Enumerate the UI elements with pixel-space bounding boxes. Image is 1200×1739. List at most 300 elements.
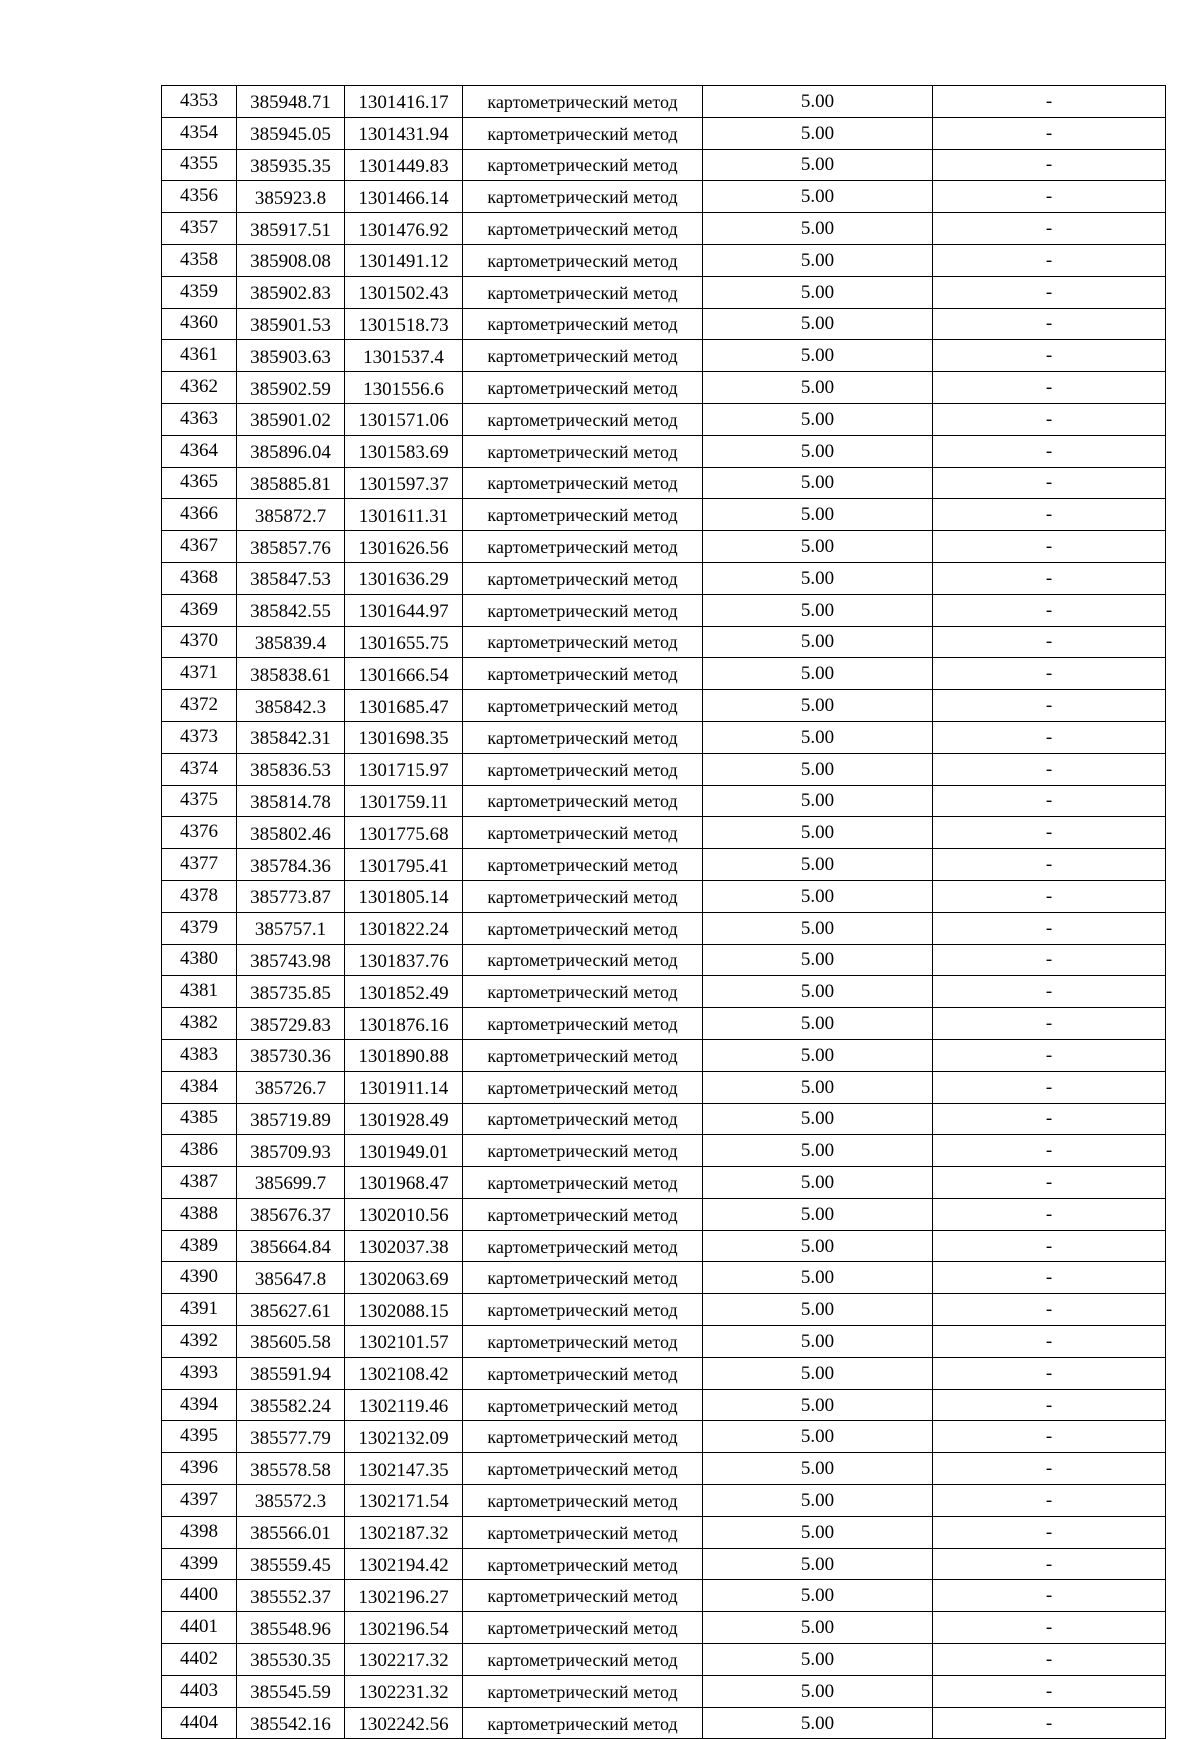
table-row [162,1707,1166,1739]
table-row [162,1071,1166,1103]
point-number-cell: 4400 [162,1580,237,1612]
method-cell: картометрический метод [463,1230,703,1262]
x-coordinate-cell: 385726.7 [237,1071,345,1103]
table-row [162,149,1166,181]
y-coordinate-cell: 1301644.97 [345,594,463,626]
point-number-cell: 4357 [162,213,237,245]
x-coordinate-cell: 385530.35 [237,1644,345,1676]
table-row [162,467,1166,499]
method-cell: картометрический метод [463,435,703,467]
method-cell: картометрический метод [463,658,703,690]
y-coordinate-cell: 1301698.35 [345,721,463,753]
x-coordinate-cell: 385729.83 [237,1008,345,1040]
point-number-cell: 4376 [162,817,237,849]
point-number-cell: 4390 [162,1262,237,1294]
accuracy-cell: 5.00 [703,340,933,372]
table-row [162,1294,1166,1326]
description-cell: - [933,1453,1166,1485]
x-coordinate-cell: 385577.79 [237,1421,345,1453]
x-coordinate-cell: 385548.96 [237,1612,345,1644]
accuracy-cell: 5.00 [703,1294,933,1326]
description-cell: - [933,1071,1166,1103]
description-cell: - [933,1262,1166,1294]
method-cell: картометрический метод [463,1612,703,1644]
x-coordinate-cell: 385676.37 [237,1198,345,1230]
table-row [162,117,1166,149]
accuracy-cell: 5.00 [703,403,933,435]
y-coordinate-cell: 1301466.14 [345,181,463,213]
description-cell: - [933,499,1166,531]
point-number-cell: 4377 [162,849,237,881]
description-cell: - [933,435,1166,467]
y-coordinate-cell: 1301715.97 [345,753,463,785]
point-number-cell: 4398 [162,1516,237,1548]
point-number-cell: 4399 [162,1548,237,1580]
x-coordinate-cell: 385566.01 [237,1516,345,1548]
accuracy-cell: 5.00 [703,1675,933,1707]
method-cell: картометрический метод [463,181,703,213]
table-row [162,626,1166,658]
point-number-cell: 4391 [162,1294,237,1326]
method-cell: картометрический метод [463,1326,703,1358]
point-number-cell: 4373 [162,721,237,753]
accuracy-cell: 5.00 [703,976,933,1008]
y-coordinate-cell: 1302196.54 [345,1612,463,1644]
accuracy-cell: 5.00 [703,1262,933,1294]
accuracy-cell: 5.00 [703,1389,933,1421]
x-coordinate-cell: 385842.55 [237,594,345,626]
point-number-cell: 4397 [162,1485,237,1517]
x-coordinate-cell: 385545.59 [237,1675,345,1707]
accuracy-cell: 5.00 [703,117,933,149]
accuracy-cell: 5.00 [703,1357,933,1389]
description-cell: - [933,658,1166,690]
table-row [162,1644,1166,1676]
accuracy-cell: 5.00 [703,658,933,690]
x-coordinate-cell: 385814.78 [237,785,345,817]
y-coordinate-cell: 1301928.49 [345,1103,463,1135]
y-coordinate-cell: 1301852.49 [345,976,463,1008]
x-coordinate-cell: 385572.3 [237,1485,345,1517]
accuracy-cell: 5.00 [703,149,933,181]
method-cell: картометрический метод [463,1485,703,1517]
description-cell: - [933,1103,1166,1135]
point-number-cell: 4354 [162,117,237,149]
coordinates-table-body [162,86,1166,1739]
y-coordinate-cell: 1301636.29 [345,562,463,594]
point-number-cell: 4396 [162,1453,237,1485]
accuracy-cell: 5.00 [703,1071,933,1103]
y-coordinate-cell: 1302187.32 [345,1516,463,1548]
accuracy-cell: 5.00 [703,1516,933,1548]
point-number-cell: 4380 [162,944,237,976]
table-row [162,658,1166,690]
description-cell: - [933,1644,1166,1676]
accuracy-cell: 5.00 [703,1039,933,1071]
table-row [162,86,1166,118]
description-cell: - [933,1389,1166,1421]
method-cell: картометрический метод [463,1675,703,1707]
x-coordinate-cell: 385730.36 [237,1039,345,1071]
description-cell: - [933,594,1166,626]
point-number-cell: 4374 [162,753,237,785]
point-number-cell: 4367 [162,531,237,563]
method-cell: картометрический метод [463,86,703,118]
point-number-cell: 4360 [162,308,237,340]
method-cell: картометрический метод [463,149,703,181]
description-cell: - [933,1357,1166,1389]
method-cell: картометрический метод [463,944,703,976]
y-coordinate-cell: 1302119.46 [345,1389,463,1421]
table-row [162,499,1166,531]
method-cell: картометрический метод [463,1580,703,1612]
accuracy-cell: 5.00 [703,372,933,404]
description-cell: - [933,1580,1166,1612]
description-cell: - [933,244,1166,276]
accuracy-cell: 5.00 [703,626,933,658]
y-coordinate-cell: 1301537.4 [345,340,463,372]
table-row [162,1198,1166,1230]
y-coordinate-cell: 1301949.01 [345,1135,463,1167]
table-row [162,1612,1166,1644]
y-coordinate-cell: 1302108.42 [345,1357,463,1389]
table-row [162,753,1166,785]
x-coordinate-cell: 385872.7 [237,499,345,531]
point-number-cell: 4403 [162,1675,237,1707]
table-row [162,976,1166,1008]
x-coordinate-cell: 385903.63 [237,340,345,372]
point-number-cell: 4364 [162,435,237,467]
description-cell: - [933,467,1166,499]
table-row [162,1262,1166,1294]
accuracy-cell: 5.00 [703,308,933,340]
point-number-cell: 4388 [162,1198,237,1230]
method-cell: картометрический метод [463,1453,703,1485]
method-cell: картометрический метод [463,499,703,531]
point-number-cell: 4401 [162,1612,237,1644]
x-coordinate-cell: 385948.71 [237,86,345,118]
x-coordinate-cell: 385542.16 [237,1707,345,1739]
accuracy-cell: 5.00 [703,1421,933,1453]
x-coordinate-cell: 385743.98 [237,944,345,976]
method-cell: картометрический метод [463,1357,703,1389]
description-cell: - [933,181,1166,213]
y-coordinate-cell: 1301571.06 [345,403,463,435]
method-cell: картометрический метод [463,1707,703,1739]
y-coordinate-cell: 1301597.37 [345,467,463,499]
accuracy-cell: 5.00 [703,817,933,849]
description-cell: - [933,1707,1166,1739]
x-coordinate-cell: 385839.4 [237,626,345,658]
point-number-cell: 4389 [162,1230,237,1262]
accuracy-cell: 5.00 [703,435,933,467]
point-number-cell: 4368 [162,562,237,594]
table-row [162,181,1166,213]
accuracy-cell: 5.00 [703,1548,933,1580]
y-coordinate-cell: 1302010.56 [345,1198,463,1230]
x-coordinate-cell: 385559.45 [237,1548,345,1580]
accuracy-cell: 5.00 [703,244,933,276]
method-cell: картометрический метод [463,276,703,308]
accuracy-cell: 5.00 [703,562,933,594]
description-cell: - [933,1008,1166,1040]
method-cell: картометрический метод [463,976,703,1008]
method-cell: картометрический метод [463,785,703,817]
method-cell: картометрический метод [463,849,703,881]
y-coordinate-cell: 1301795.41 [345,849,463,881]
description-cell: - [933,531,1166,563]
description-cell: - [933,1326,1166,1358]
y-coordinate-cell: 1301416.17 [345,86,463,118]
x-coordinate-cell: 385901.53 [237,308,345,340]
accuracy-cell: 5.00 [703,1485,933,1517]
y-coordinate-cell: 1301556.6 [345,372,463,404]
point-number-cell: 4382 [162,1008,237,1040]
x-coordinate-cell: 385627.61 [237,1294,345,1326]
x-coordinate-cell: 385664.84 [237,1230,345,1262]
description-cell: - [933,1294,1166,1326]
description-cell: - [933,149,1166,181]
point-number-cell: 4371 [162,658,237,690]
description-cell: - [933,626,1166,658]
table-row [162,1167,1166,1199]
table-row [162,340,1166,372]
method-cell: картометрический метод [463,721,703,753]
table-row [162,562,1166,594]
accuracy-cell: 5.00 [703,213,933,245]
table-row [162,1421,1166,1453]
x-coordinate-cell: 385901.02 [237,403,345,435]
y-coordinate-cell: 1301611.31 [345,499,463,531]
description-cell: - [933,753,1166,785]
accuracy-cell: 5.00 [703,785,933,817]
method-cell: картометрический метод [463,117,703,149]
x-coordinate-cell: 385605.58 [237,1326,345,1358]
accuracy-cell: 5.00 [703,86,933,118]
table-row [162,403,1166,435]
accuracy-cell: 5.00 [703,944,933,976]
y-coordinate-cell: 1302132.09 [345,1421,463,1453]
description-cell: - [933,213,1166,245]
point-number-cell: 4369 [162,594,237,626]
description-cell: - [933,849,1166,881]
y-coordinate-cell: 1301476.92 [345,213,463,245]
table-row [162,308,1166,340]
y-coordinate-cell: 1301655.75 [345,626,463,658]
point-number-cell: 4381 [162,976,237,1008]
point-number-cell: 4366 [162,499,237,531]
table-row [162,1008,1166,1040]
point-number-cell: 4365 [162,467,237,499]
point-number-cell: 4356 [162,181,237,213]
y-coordinate-cell: 1301805.14 [345,880,463,912]
point-number-cell: 4358 [162,244,237,276]
point-number-cell: 4393 [162,1357,237,1389]
method-cell: картометрический метод [463,562,703,594]
y-coordinate-cell: 1301685.47 [345,690,463,722]
table-row [162,1389,1166,1421]
x-coordinate-cell: 385847.53 [237,562,345,594]
description-cell: - [933,944,1166,976]
y-coordinate-cell: 1302037.38 [345,1230,463,1262]
x-coordinate-cell: 385902.83 [237,276,345,308]
description-cell: - [933,785,1166,817]
y-coordinate-cell: 1302101.57 [345,1326,463,1358]
x-coordinate-cell: 385842.31 [237,721,345,753]
description-cell: - [933,690,1166,722]
accuracy-cell: 5.00 [703,276,933,308]
y-coordinate-cell: 1302088.15 [345,1294,463,1326]
table-row [162,1485,1166,1517]
description-cell: - [933,403,1166,435]
point-number-cell: 4363 [162,403,237,435]
table-row [162,880,1166,912]
method-cell: картометрический метод [463,1008,703,1040]
x-coordinate-cell: 385917.51 [237,213,345,245]
y-coordinate-cell: 1301759.11 [345,785,463,817]
method-cell: картометрический метод [463,912,703,944]
table-row [162,1453,1166,1485]
y-coordinate-cell: 1302242.56 [345,1707,463,1739]
method-cell: картометрический метод [463,1294,703,1326]
method-cell: картометрический метод [463,1167,703,1199]
x-coordinate-cell: 385902.59 [237,372,345,404]
table-row [162,785,1166,817]
point-number-cell: 4383 [162,1039,237,1071]
y-coordinate-cell: 1301911.14 [345,1071,463,1103]
x-coordinate-cell: 385757.1 [237,912,345,944]
description-cell: - [933,912,1166,944]
method-cell: картометрический метод [463,1548,703,1580]
accuracy-cell: 5.00 [703,753,933,785]
point-number-cell: 4361 [162,340,237,372]
description-cell: - [933,1167,1166,1199]
y-coordinate-cell: 1301449.83 [345,149,463,181]
accuracy-cell: 5.00 [703,1008,933,1040]
method-cell: картометрический метод [463,467,703,499]
method-cell: картометрический метод [463,880,703,912]
method-cell: картометрический метод [463,1389,703,1421]
method-cell: картометрический метод [463,1103,703,1135]
description-cell: - [933,1421,1166,1453]
y-coordinate-cell: 1301968.47 [345,1167,463,1199]
table-row [162,1039,1166,1071]
table-row [162,1230,1166,1262]
table-row [162,1580,1166,1612]
x-coordinate-cell: 385647.8 [237,1262,345,1294]
x-coordinate-cell: 385735.85 [237,976,345,1008]
x-coordinate-cell: 385699.7 [237,1167,345,1199]
x-coordinate-cell: 385773.87 [237,880,345,912]
accuracy-cell: 5.00 [703,1644,933,1676]
point-number-cell: 4402 [162,1644,237,1676]
accuracy-cell: 5.00 [703,690,933,722]
method-cell: картометрический метод [463,753,703,785]
method-cell: картометрический метод [463,817,703,849]
x-coordinate-cell: 385908.08 [237,244,345,276]
y-coordinate-cell: 1302063.69 [345,1262,463,1294]
accuracy-cell: 5.00 [703,1326,933,1358]
point-number-cell: 4379 [162,912,237,944]
point-number-cell: 4387 [162,1167,237,1199]
method-cell: картометрический метод [463,531,703,563]
accuracy-cell: 5.00 [703,1135,933,1167]
description-cell: - [933,1039,1166,1071]
description-cell: - [933,1135,1166,1167]
point-number-cell: 4386 [162,1135,237,1167]
table-row [162,594,1166,626]
x-coordinate-cell: 385709.93 [237,1135,345,1167]
x-coordinate-cell: 385838.61 [237,658,345,690]
method-cell: картометрический метод [463,1421,703,1453]
description-cell: - [933,86,1166,118]
accuracy-cell: 5.00 [703,181,933,213]
table-row [162,372,1166,404]
description-cell: - [933,817,1166,849]
table-row [162,435,1166,467]
x-coordinate-cell: 385578.58 [237,1453,345,1485]
point-number-cell: 4394 [162,1389,237,1421]
x-coordinate-cell: 385719.89 [237,1103,345,1135]
table-row [162,1135,1166,1167]
method-cell: картометрический метод [463,594,703,626]
x-coordinate-cell: 385802.46 [237,817,345,849]
y-coordinate-cell: 1301502.43 [345,276,463,308]
y-coordinate-cell: 1302217.32 [345,1644,463,1676]
table-row [162,1103,1166,1135]
accuracy-cell: 5.00 [703,531,933,563]
x-coordinate-cell: 385836.53 [237,753,345,785]
description-cell: - [933,308,1166,340]
description-cell: - [933,721,1166,753]
method-cell: картометрический метод [463,244,703,276]
point-number-cell: 4392 [162,1326,237,1358]
y-coordinate-cell: 1301837.76 [345,944,463,976]
method-cell: картометрический метод [463,1071,703,1103]
accuracy-cell: 5.00 [703,721,933,753]
table-row [162,531,1166,563]
description-cell: - [933,1516,1166,1548]
y-coordinate-cell: 1301666.54 [345,658,463,690]
table-row [162,944,1166,976]
table-row [162,1357,1166,1389]
accuracy-cell: 5.00 [703,912,933,944]
description-cell: - [933,1612,1166,1644]
table-row [162,213,1166,245]
accuracy-cell: 5.00 [703,1707,933,1739]
x-coordinate-cell: 385784.36 [237,849,345,881]
description-cell: - [933,1675,1166,1707]
table-row [162,1675,1166,1707]
description-cell: - [933,340,1166,372]
description-cell: - [933,372,1166,404]
method-cell: картометрический метод [463,626,703,658]
point-number-cell: 4395 [162,1421,237,1453]
table-row [162,244,1166,276]
method-cell: картометрический метод [463,213,703,245]
y-coordinate-cell: 1301583.69 [345,435,463,467]
method-cell: картометрический метод [463,690,703,722]
x-coordinate-cell: 385582.24 [237,1389,345,1421]
y-coordinate-cell: 1301890.88 [345,1039,463,1071]
accuracy-cell: 5.00 [703,1612,933,1644]
accuracy-cell: 5.00 [703,1453,933,1485]
accuracy-cell: 5.00 [703,880,933,912]
description-cell: - [933,562,1166,594]
x-coordinate-cell: 385945.05 [237,117,345,149]
y-coordinate-cell: 1301775.68 [345,817,463,849]
point-number-cell: 4359 [162,276,237,308]
